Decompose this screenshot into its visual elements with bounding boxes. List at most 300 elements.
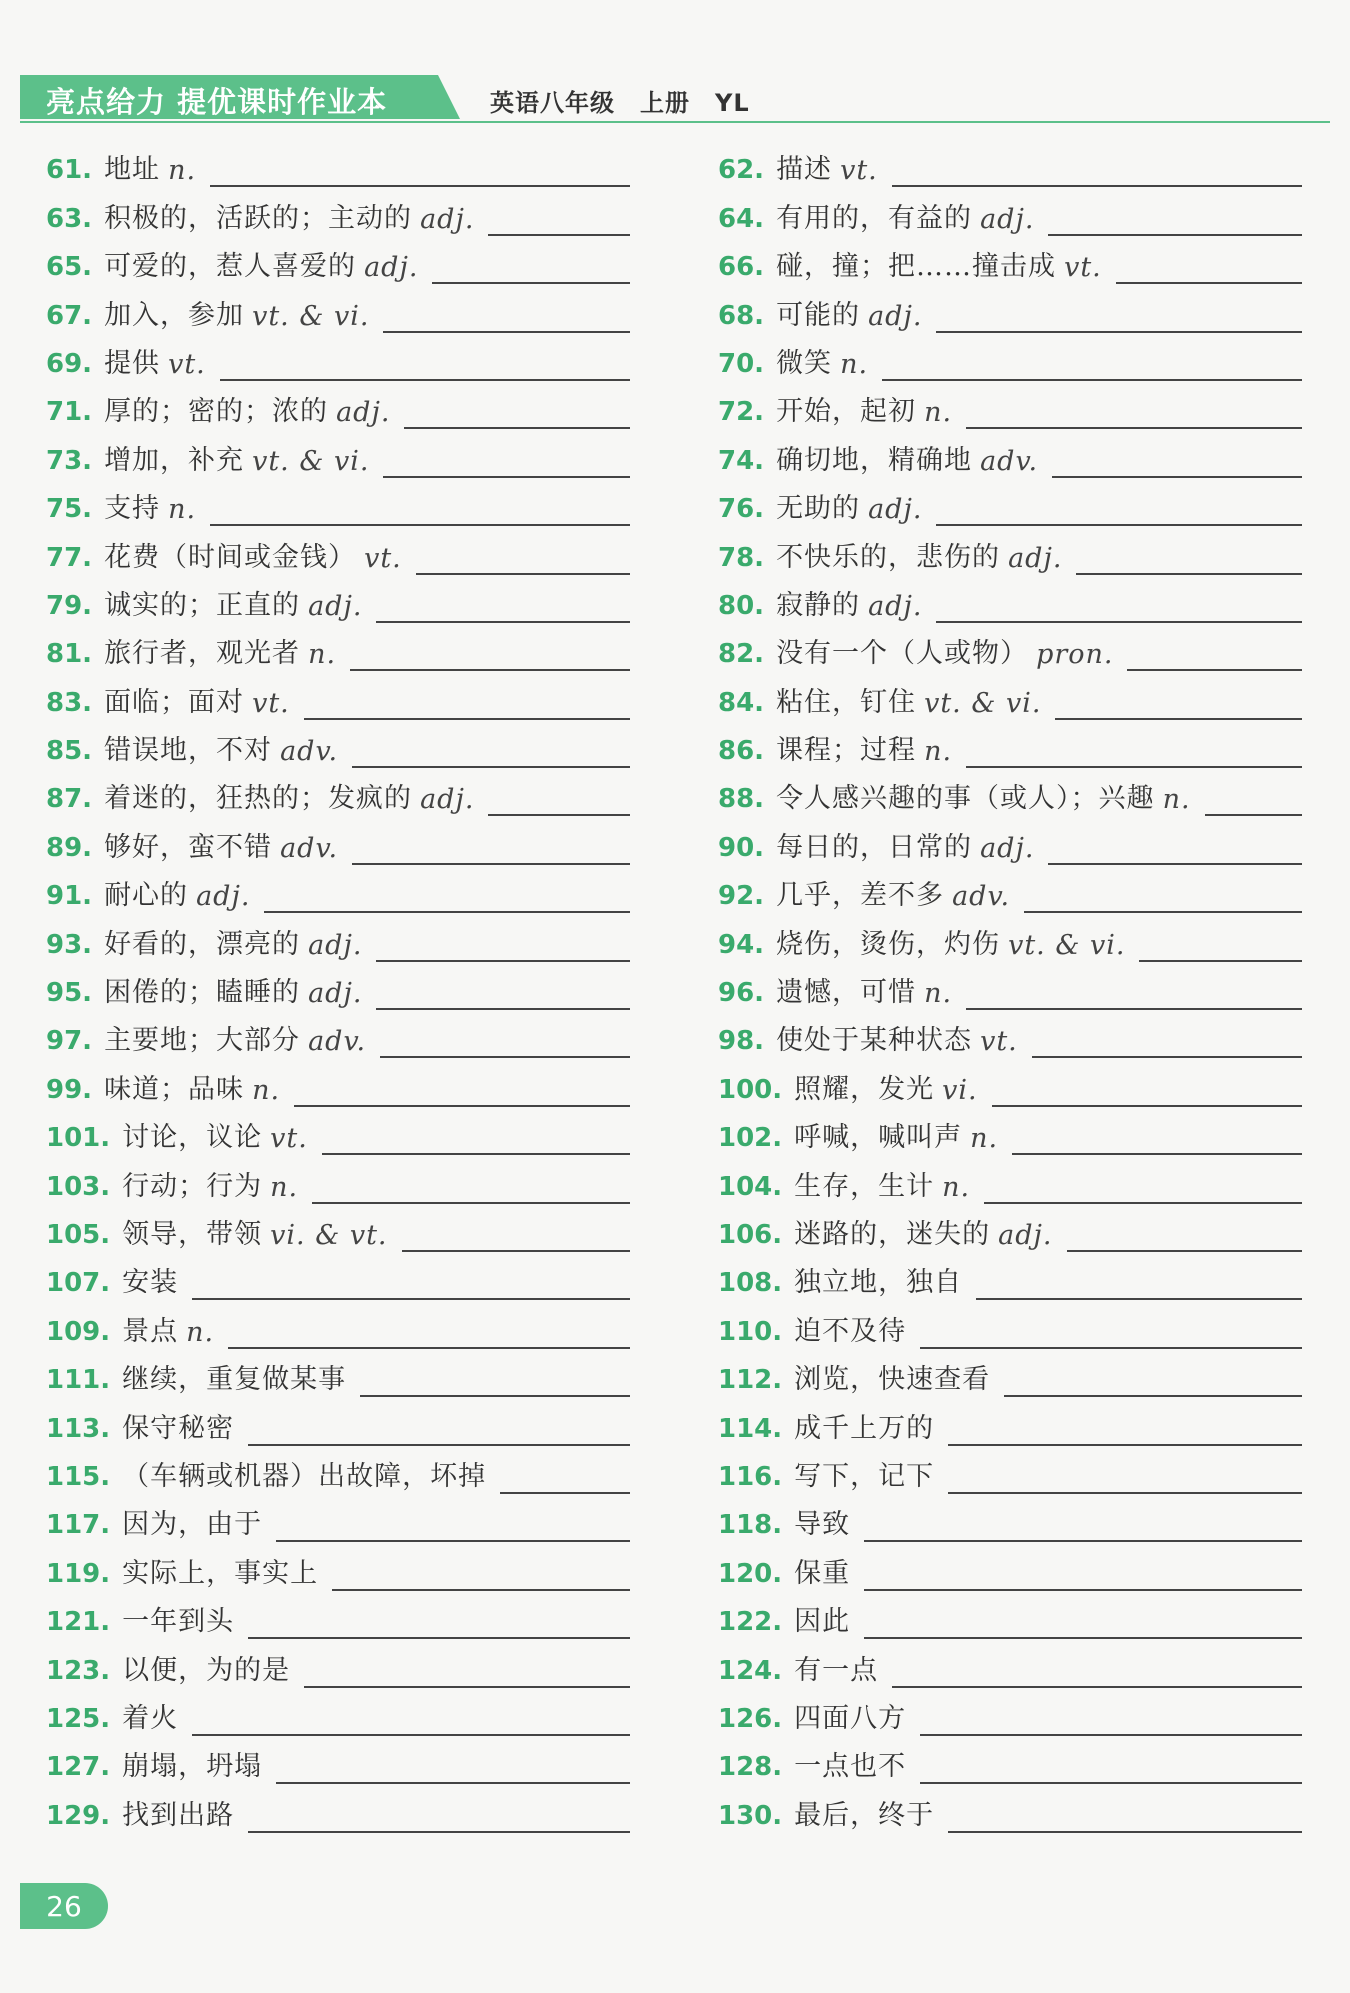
- item-definition: （车辆或机器）出故障，坏掉: [122, 1460, 487, 1492]
- item-number: 93.: [46, 929, 93, 960]
- page-header: [20, 75, 1330, 123]
- item-definition: 碰，撞；把……撞击成: [776, 251, 1057, 283]
- item-definition: 积极的，活跃的；主动的: [104, 202, 413, 234]
- part-of-speech: n.: [308, 639, 337, 671]
- item-number: 127.: [46, 1752, 111, 1783]
- vocab-item: [46, 1161, 630, 1209]
- part-of-speech: adj.: [980, 832, 1035, 864]
- item-number: 98.: [718, 1026, 765, 1057]
- vocab-item: [718, 290, 1302, 338]
- item-number: 89.: [46, 832, 93, 863]
- item-definition: 寂静的: [776, 589, 861, 621]
- item-definition: 支持: [104, 493, 161, 525]
- item-number: 71.: [46, 397, 93, 428]
- part-of-speech: adj.: [868, 494, 923, 526]
- item-number: 123.: [46, 1655, 111, 1686]
- answer-blank[interactable]: [864, 1540, 1302, 1542]
- part-of-speech: adv.: [280, 736, 339, 768]
- answer-blank[interactable]: [966, 1008, 1302, 1010]
- item-definition: 课程；过程: [776, 735, 917, 767]
- part-of-speech: n.: [840, 348, 869, 380]
- item-number: 113.: [46, 1413, 111, 1444]
- part-of-speech: n.: [942, 1171, 971, 1203]
- part-of-speech: adj.: [980, 203, 1035, 235]
- answer-blank[interactable]: [936, 524, 1302, 526]
- vocab-item: [718, 1742, 1302, 1790]
- part-of-speech: n.: [970, 1123, 999, 1155]
- vocab-item: [718, 339, 1302, 387]
- part-of-speech: vt. & vi.: [252, 445, 370, 477]
- answer-blank[interactable]: [432, 282, 630, 284]
- item-number: 108.: [718, 1268, 783, 1299]
- item-definition: 一点也不: [794, 1751, 907, 1783]
- item-definition: 迫不及待: [794, 1315, 907, 1347]
- item-definition: 领导，带领: [122, 1218, 263, 1250]
- answer-blank[interactable]: [984, 1202, 1302, 1204]
- item-definition: 地址: [104, 154, 161, 186]
- item-definition: 遗憾，可惜: [776, 977, 917, 1009]
- item-definition: 继续，重复做某事: [122, 1364, 347, 1396]
- answer-blank[interactable]: [966, 427, 1302, 429]
- item-number: 85.: [46, 736, 93, 767]
- vocab-item: [46, 629, 630, 677]
- book-title: 亮点给力 提优课时作业本: [46, 85, 388, 119]
- vocab-item: [718, 968, 1302, 1016]
- item-number: 91.: [46, 881, 93, 912]
- vocab-item: [46, 1210, 630, 1258]
- vocab-item: [46, 581, 630, 629]
- vocab-item: [46, 968, 630, 1016]
- part-of-speech: vi.: [942, 1074, 978, 1106]
- answer-blank[interactable]: [920, 1734, 1302, 1736]
- part-of-speech: n.: [168, 155, 197, 187]
- answer-blank[interactable]: [920, 1347, 1302, 1349]
- left-column: [46, 145, 630, 1839]
- vocab-item: [718, 1258, 1302, 1306]
- answer-blank[interactable]: [322, 1153, 630, 1155]
- part-of-speech: vt.: [270, 1123, 308, 1155]
- item-number: 88.: [718, 784, 765, 815]
- answer-blank[interactable]: [864, 1637, 1302, 1639]
- item-definition: 使处于某种状态: [776, 1025, 973, 1057]
- item-number: 117.: [46, 1510, 111, 1541]
- vocab-item: [718, 532, 1302, 580]
- item-definition: 着火: [122, 1702, 179, 1734]
- item-number: 80.: [718, 590, 765, 621]
- vocab-item: [46, 1790, 630, 1838]
- item-number: 66.: [718, 252, 765, 283]
- answer-blank[interactable]: [416, 573, 630, 575]
- item-number: 125.: [46, 1703, 111, 1734]
- answer-blank[interactable]: [1048, 234, 1302, 236]
- item-definition: 最后，终于: [794, 1799, 935, 1831]
- answer-blank[interactable]: [312, 1202, 630, 1204]
- answer-blank[interactable]: [352, 766, 630, 768]
- vocab-item: [46, 726, 630, 774]
- item-number: 128.: [718, 1752, 783, 1783]
- item-number: 73.: [46, 445, 93, 476]
- item-definition: 可爱的，惹人喜爱的: [104, 251, 357, 283]
- item-definition: 无助的: [776, 493, 861, 525]
- vocab-item: [46, 1500, 630, 1548]
- item-number: 130.: [718, 1800, 783, 1831]
- item-definition: 写下，记下: [794, 1460, 935, 1492]
- item-number: 83.: [46, 687, 93, 718]
- item-definition: 旅行者，观光者: [104, 638, 301, 670]
- item-number: 94.: [718, 929, 765, 960]
- answer-blank[interactable]: [1139, 960, 1302, 962]
- vocab-item: [718, 1500, 1302, 1548]
- item-definition: 厚的；密的；浓的: [104, 396, 329, 428]
- answer-blank[interactable]: [332, 1589, 630, 1591]
- part-of-speech: adj.: [420, 203, 475, 235]
- item-definition: 因此: [794, 1606, 851, 1638]
- answer-blank[interactable]: [402, 1250, 630, 1252]
- vocab-item: [46, 677, 630, 725]
- item-number: 72.: [718, 397, 765, 428]
- vocab-item: [718, 242, 1302, 290]
- part-of-speech: adj.: [420, 784, 475, 816]
- header-rule: [20, 121, 1330, 123]
- answer-blank[interactable]: [383, 331, 630, 333]
- answer-blank[interactable]: [192, 1734, 630, 1736]
- answer-blank[interactable]: [276, 1782, 630, 1784]
- answer-blank[interactable]: [1052, 476, 1302, 478]
- vocab-item: [718, 1645, 1302, 1693]
- vocab-item: [46, 484, 630, 532]
- item-number: 100.: [718, 1074, 783, 1105]
- item-definition: 保重: [794, 1557, 851, 1589]
- item-number: 69.: [46, 348, 93, 379]
- part-of-speech: adj.: [364, 252, 419, 284]
- item-number: 77.: [46, 542, 93, 573]
- item-number: 116.: [718, 1461, 783, 1492]
- vocab-item: [718, 726, 1302, 774]
- vocab-item: [718, 1403, 1302, 1451]
- answer-blank[interactable]: [1127, 669, 1302, 671]
- item-number: 84.: [718, 687, 765, 718]
- vocab-item: [718, 1064, 1302, 1112]
- item-number: 65.: [46, 252, 93, 283]
- part-of-speech: adj.: [308, 590, 363, 622]
- item-definition: 描述: [776, 154, 833, 186]
- answer-blank[interactable]: [376, 1008, 630, 1010]
- answer-blank[interactable]: [1024, 911, 1302, 913]
- item-definition: 保守秘密: [122, 1412, 235, 1444]
- answer-blank[interactable]: [192, 1298, 630, 1300]
- answer-blank[interactable]: [948, 1492, 1302, 1494]
- item-definition: 可能的: [776, 299, 861, 331]
- answer-blank[interactable]: [276, 1540, 630, 1542]
- right-column: [718, 145, 1302, 1839]
- item-definition: 着迷的，狂热的；发疯的: [104, 783, 413, 815]
- part-of-speech: n.: [924, 736, 953, 768]
- answer-blank[interactable]: [488, 814, 630, 816]
- item-number: 61.: [46, 155, 93, 186]
- item-number: 82.: [718, 639, 765, 670]
- answer-blank[interactable]: [228, 1347, 630, 1349]
- answer-blank[interactable]: [264, 911, 630, 913]
- vocab-item: [46, 774, 630, 822]
- answer-blank[interactable]: [210, 524, 630, 526]
- item-definition: 困倦的；瞌睡的: [104, 977, 301, 1009]
- vocab-item: [718, 919, 1302, 967]
- answer-blank[interactable]: [892, 185, 1302, 187]
- answer-blank[interactable]: [304, 1686, 630, 1688]
- answer-blank[interactable]: [350, 669, 630, 671]
- item-definition: 提供: [104, 347, 161, 379]
- answer-blank[interactable]: [376, 960, 630, 962]
- item-number: 90.: [718, 832, 765, 863]
- vocab-item: [46, 1645, 630, 1693]
- part-of-speech: adj.: [308, 929, 363, 961]
- answer-blank[interactable]: [488, 234, 630, 236]
- item-number: 103.: [46, 1171, 111, 1202]
- item-number: 126.: [718, 1703, 783, 1734]
- vocab-item: [46, 435, 630, 483]
- item-definition: 迷路的，迷失的: [794, 1218, 991, 1250]
- answer-blank[interactable]: [1205, 814, 1302, 816]
- vocab-item: [718, 1355, 1302, 1403]
- item-definition: 粘住，钉住: [776, 686, 917, 718]
- answer-blank[interactable]: [380, 1056, 630, 1058]
- part-of-speech: vt.: [840, 155, 878, 187]
- vocab-item: [718, 871, 1302, 919]
- answer-blank[interactable]: [1067, 1250, 1303, 1252]
- answer-blank[interactable]: [294, 1105, 630, 1107]
- item-number: 78.: [718, 542, 765, 573]
- item-number: 114.: [718, 1413, 783, 1444]
- part-of-speech: vt. & vi.: [252, 300, 370, 332]
- item-definition: 生存，生计: [794, 1170, 935, 1202]
- answer-blank[interactable]: [352, 863, 630, 865]
- answer-blank[interactable]: [248, 1444, 630, 1446]
- part-of-speech: vt.: [1064, 252, 1102, 284]
- vocab-item: [718, 193, 1302, 241]
- item-definition: 导致: [794, 1509, 851, 1541]
- vocab-item: [718, 1161, 1302, 1209]
- answer-blank[interactable]: [1048, 863, 1302, 865]
- part-of-speech: adj.: [868, 300, 923, 332]
- item-number: 62.: [718, 155, 765, 186]
- vocab-item: [46, 387, 630, 435]
- item-definition: 够好，蛮不错: [104, 831, 273, 863]
- vocab-item: [718, 1452, 1302, 1500]
- part-of-speech: vt.: [364, 542, 402, 574]
- part-of-speech: vi. & vt.: [270, 1219, 388, 1251]
- vocab-item: [46, 1306, 630, 1354]
- vocab-item: [718, 1694, 1302, 1742]
- item-number: 64.: [718, 203, 765, 234]
- vocab-item: [46, 532, 630, 580]
- item-number: 121.: [46, 1607, 111, 1638]
- item-definition: 确切地，精确地: [776, 444, 973, 476]
- item-definition: 崩塌，坍塌: [122, 1751, 263, 1783]
- answer-blank[interactable]: [864, 1589, 1302, 1591]
- vocab-item: [718, 484, 1302, 532]
- item-definition: 没有一个（人或物）: [776, 638, 1029, 670]
- part-of-speech: n.: [924, 397, 953, 429]
- item-number: 101.: [46, 1123, 111, 1154]
- vocab-item: [46, 822, 630, 870]
- part-of-speech: n.: [186, 1316, 215, 1348]
- item-number: 86.: [718, 736, 765, 767]
- answer-blank[interactable]: [248, 1637, 630, 1639]
- item-number: 87.: [46, 784, 93, 815]
- item-definition: 成千上万的: [794, 1412, 935, 1444]
- answer-blank[interactable]: [948, 1831, 1302, 1833]
- item-number: 106.: [718, 1219, 783, 1250]
- vocab-item: [718, 145, 1302, 193]
- answer-blank[interactable]: [220, 379, 630, 381]
- vocab-item: [46, 1113, 630, 1161]
- item-number: 74.: [718, 445, 765, 476]
- item-definition: 以便，为的是: [122, 1654, 291, 1686]
- answer-blank[interactable]: [936, 331, 1302, 333]
- item-definition: 耐心的: [104, 880, 189, 912]
- answer-blank[interactable]: [892, 1686, 1302, 1688]
- answer-blank[interactable]: [1032, 1056, 1302, 1058]
- answer-blank[interactable]: [500, 1492, 630, 1494]
- item-number: 99.: [46, 1074, 93, 1105]
- vocab-item: [718, 1210, 1302, 1258]
- item-definition: 每日的，日常的: [776, 831, 973, 863]
- part-of-speech: adj.: [1008, 542, 1063, 574]
- item-number: 79.: [46, 590, 93, 621]
- item-number: 63.: [46, 203, 93, 234]
- part-of-speech: vt. & vi.: [924, 687, 1042, 719]
- vocab-item: [46, 290, 630, 338]
- item-number: 92.: [718, 881, 765, 912]
- item-number: 96.: [718, 978, 765, 1009]
- answer-blank[interactable]: [1116, 282, 1302, 284]
- answer-blank[interactable]: [1012, 1153, 1302, 1155]
- item-definition: 一年到头: [122, 1606, 235, 1638]
- vocab-item: [718, 1016, 1302, 1064]
- item-number: 118.: [718, 1510, 783, 1541]
- item-definition: 错误地，不对: [104, 735, 273, 767]
- item-number: 68.: [718, 300, 765, 331]
- item-definition: 四面八方: [794, 1702, 907, 1734]
- part-of-speech: adj.: [868, 590, 923, 622]
- item-number: 112.: [718, 1365, 783, 1396]
- item-number: 105.: [46, 1219, 111, 1250]
- item-number: 76.: [718, 494, 765, 525]
- answer-blank[interactable]: [976, 1298, 1302, 1300]
- answer-blank[interactable]: [383, 476, 630, 478]
- answer-blank[interactable]: [1004, 1395, 1302, 1397]
- item-number: 102.: [718, 1123, 783, 1154]
- part-of-speech: vt.: [252, 687, 290, 719]
- item-number: 97.: [46, 1026, 93, 1057]
- item-number: 95.: [46, 978, 93, 1009]
- part-of-speech: adj.: [336, 397, 391, 429]
- item-definition: 诚实的；正直的: [104, 589, 301, 621]
- vocab-item: [718, 581, 1302, 629]
- item-definition: 开始，起初: [776, 396, 917, 428]
- item-number: 75.: [46, 494, 93, 525]
- item-number: 124.: [718, 1655, 783, 1686]
- part-of-speech: n.: [270, 1171, 299, 1203]
- item-number: 129.: [46, 1800, 111, 1831]
- item-definition: 找到出路: [122, 1799, 235, 1831]
- item-number: 122.: [718, 1607, 783, 1638]
- part-of-speech: vt. & vi.: [1008, 929, 1126, 961]
- item-definition: 安装: [122, 1267, 179, 1299]
- vocab-item: [46, 1548, 630, 1596]
- item-definition: 浏览，快速查看: [794, 1364, 991, 1396]
- item-number: 110.: [718, 1316, 783, 1347]
- part-of-speech: adv.: [280, 832, 339, 864]
- vocab-item: [718, 1548, 1302, 1596]
- item-definition: 主要地；大部分: [104, 1025, 301, 1057]
- part-of-speech: vt.: [980, 1026, 1018, 1058]
- vocab-item: [46, 1597, 630, 1645]
- vocab-item: [46, 242, 630, 290]
- item-definition: 加入，参加: [104, 299, 245, 331]
- answer-blank[interactable]: [376, 621, 630, 623]
- part-of-speech: pron.: [1036, 639, 1114, 671]
- part-of-speech: adv.: [980, 445, 1039, 477]
- answer-blank[interactable]: [992, 1105, 1302, 1107]
- item-number: 104.: [718, 1171, 783, 1202]
- item-number: 107.: [46, 1268, 111, 1299]
- item-definition: 不快乐的，悲伤的: [776, 541, 1001, 573]
- answer-blank[interactable]: [304, 718, 630, 720]
- part-of-speech: n.: [252, 1074, 281, 1106]
- page-number: 26: [20, 1883, 108, 1929]
- part-of-speech: adj.: [308, 978, 363, 1010]
- item-definition: 几乎，差不多: [776, 880, 945, 912]
- answer-blank[interactable]: [966, 766, 1302, 768]
- vocab-item: [46, 1742, 630, 1790]
- answer-blank[interactable]: [248, 1831, 630, 1833]
- part-of-speech: adv.: [308, 1026, 367, 1058]
- item-definition: 实际上，事实上: [122, 1557, 319, 1589]
- vocab-item: [718, 1306, 1302, 1354]
- part-of-speech: vt.: [168, 348, 206, 380]
- answer-blank[interactable]: [1076, 573, 1302, 575]
- vocab-item: [46, 1452, 630, 1500]
- item-number: 111.: [46, 1365, 111, 1396]
- answer-blank[interactable]: [936, 621, 1302, 623]
- part-of-speech: n.: [924, 978, 953, 1010]
- answer-blank[interactable]: [920, 1782, 1302, 1784]
- answer-blank[interactable]: [948, 1444, 1302, 1446]
- part-of-speech: n.: [1162, 784, 1191, 816]
- answer-blank[interactable]: [404, 427, 630, 429]
- vocab-item: [718, 822, 1302, 870]
- vocab-item: [46, 193, 630, 241]
- item-number: 119.: [46, 1558, 111, 1589]
- vocab-item: [718, 435, 1302, 483]
- item-definition: 呼喊，喊叫声: [794, 1122, 963, 1154]
- part-of-speech: adj.: [196, 881, 251, 913]
- vocab-item: [718, 629, 1302, 677]
- vocab-item: [718, 1597, 1302, 1645]
- vocab-item: [46, 1258, 630, 1306]
- vocab-item: [46, 919, 630, 967]
- answer-blank[interactable]: [210, 185, 630, 187]
- item-number: 81.: [46, 639, 93, 670]
- answer-blank[interactable]: [882, 379, 1302, 381]
- vocab-item: [46, 1064, 630, 1112]
- answer-blank[interactable]: [360, 1395, 630, 1397]
- answer-blank[interactable]: [1055, 718, 1302, 720]
- item-definition: 独立地，独自: [794, 1267, 963, 1299]
- item-number: 70.: [718, 348, 765, 379]
- vocab-item: [718, 1790, 1302, 1838]
